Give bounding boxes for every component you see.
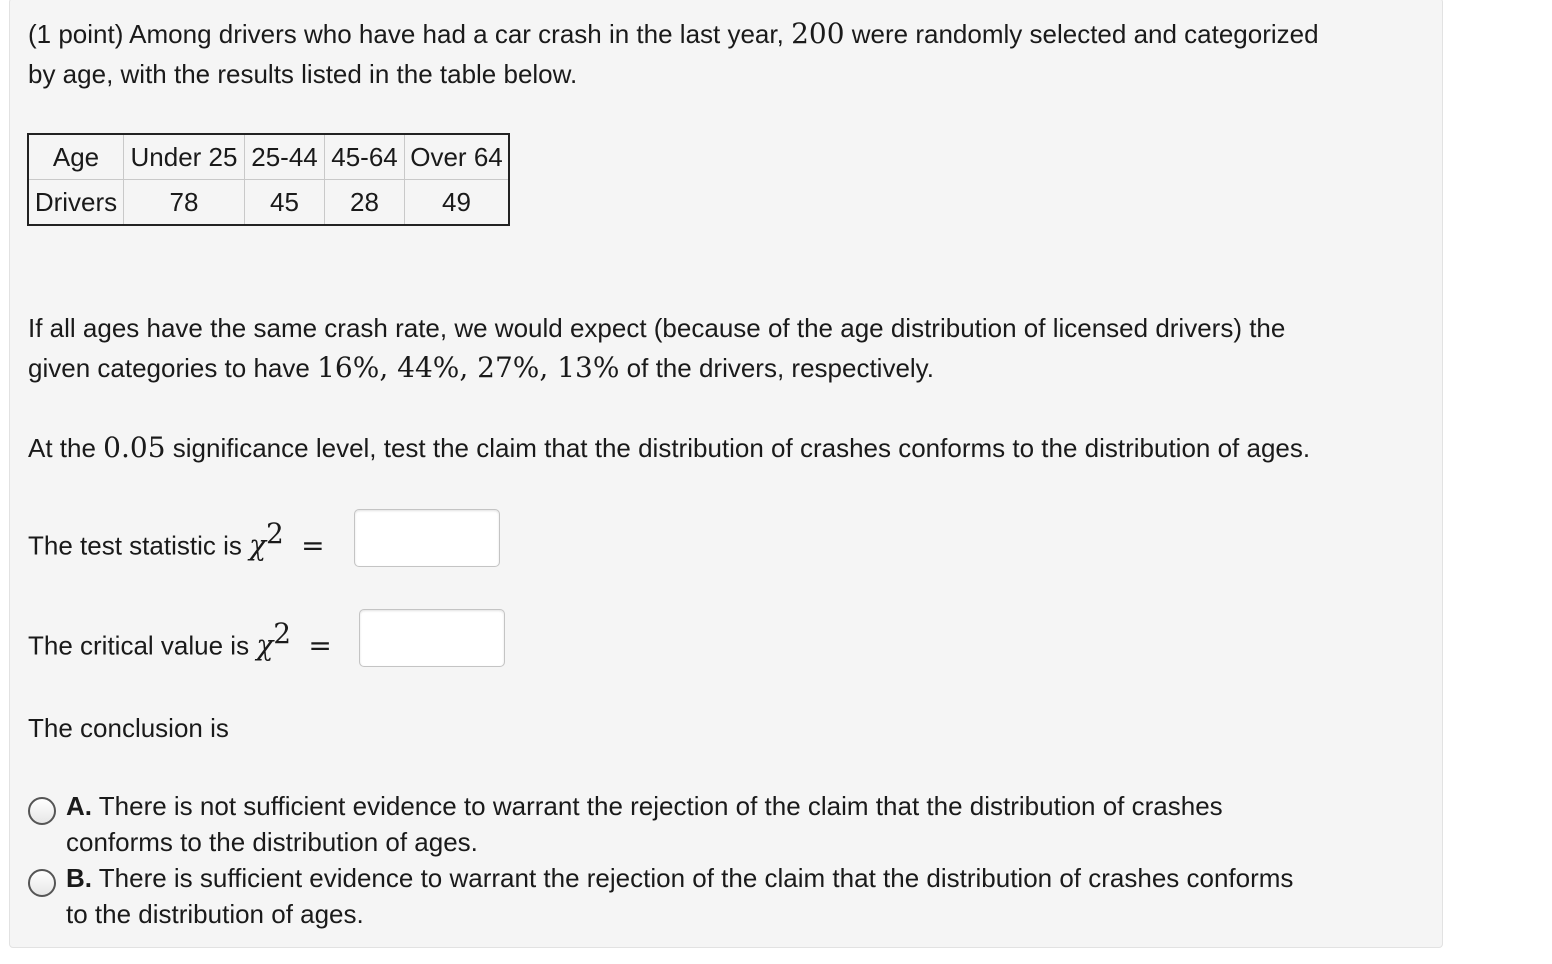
row-header-age: Age: [29, 135, 124, 180]
drivers-by-age-table: [28, 134, 509, 225]
option-b[interactable]: [66, 860, 1293, 932]
table-cell-count: 45: [245, 180, 325, 225]
table-cell-count: 78: [124, 180, 245, 225]
critical-value-input[interactable]: [359, 609, 505, 667]
significance-text-end: significance level, test the claim that the distribution of crashes conforms to the distribution of ages.: [172, 433, 1311, 463]
test-statistic-label-row: [28, 516, 325, 566]
expectation-line-2: [28, 348, 934, 388]
test-statistic-label: The test statistic is: [28, 530, 242, 561]
option-a-text-cont: conforms to the distribution of ages.: [66, 827, 478, 857]
intro-text-end: were randomly selected and categorized: [851, 19, 1319, 49]
table-cell-category: 25-44: [245, 135, 325, 180]
table-cell-category: 45-64: [325, 135, 405, 180]
option-b-letter: B.: [66, 863, 92, 893]
table-row-age: [29, 135, 509, 180]
critical-value-label: The critical value is: [28, 630, 250, 661]
table-cell-count: 28: [325, 180, 405, 225]
expected-percentages: 16%, 44%, 27%, 13%: [317, 351, 620, 384]
sample-size: 200: [791, 17, 845, 50]
expectation-line-1: If all ages have the same crash rate, we would expect (because of the age distribution of licensed drivers) the: [28, 313, 1286, 343]
equals-sign: =: [308, 628, 332, 662]
expectation-text-end: of the drivers, respectively.: [626, 353, 934, 383]
table-cell-count: 49: [405, 180, 509, 225]
option-a-letter: A.: [66, 791, 92, 821]
critical-value-label-row: [28, 616, 332, 666]
table-cell-category: Over 64: [405, 135, 509, 180]
equals-sign: =: [301, 528, 325, 562]
option-b-text: There is sufficient evidence to warrant the rejection of the claim that the distribution of crashes conforms: [98, 863, 1294, 893]
option-a-text: There is not sufficient evidence to warrant the rejection of the claim that the distribution of crashes: [98, 791, 1223, 821]
significance-line: [28, 428, 1310, 468]
chi-symbol: χ: [249, 528, 267, 562]
intro-line-2: by age, with the results listed in the table below.: [28, 59, 578, 89]
option-a-radio[interactable]: [28, 797, 56, 825]
significance-text-start: At the: [28, 433, 96, 463]
row-header-drivers: Drivers: [29, 180, 124, 225]
test-statistic-input[interactable]: [354, 509, 500, 567]
significance-level: 0.05: [103, 431, 166, 464]
expectation-text-start: given categories to have: [28, 353, 310, 383]
chi-exponent: 2: [273, 617, 292, 650]
option-b-text-cont: to the distribution of ages.: [66, 899, 364, 929]
intro-text-start: (1 point) Among drivers who have had a car crash in the last year,: [28, 19, 784, 49]
chi-exponent: 2: [266, 517, 284, 550]
conclusion-label: The conclusion is: [28, 713, 229, 743]
table-cell-category: Under 25: [124, 135, 245, 180]
option-a[interactable]: [66, 788, 1223, 860]
intro-line-1: [28, 14, 1319, 54]
table-row-drivers: [29, 180, 509, 225]
option-b-radio[interactable]: [28, 869, 56, 897]
chi-symbol: χ: [256, 628, 274, 662]
